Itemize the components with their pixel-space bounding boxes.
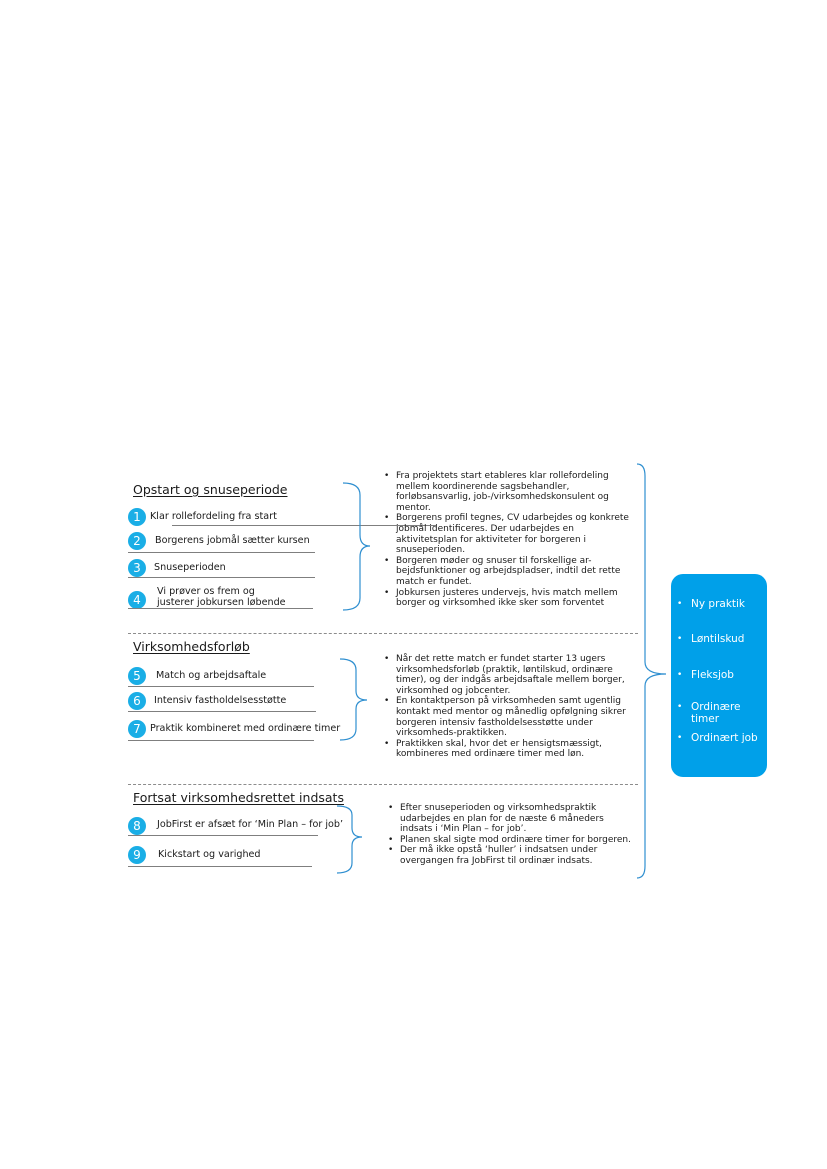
step-number: 2: [128, 532, 146, 550]
step-number: 9: [128, 846, 146, 864]
bullet-item: • Borgeren møder og snuser til forskellige ar-bejdsfunktioner og arbejdspladser, indtil det rette match er fundet.: [381, 556, 637, 588]
bracket-fortsat: [337, 806, 362, 873]
section-title-opstart: Opstart og snuseperiode: [133, 482, 288, 497]
step-number: 6: [128, 692, 146, 710]
bullet-item: • Der må ikke opstå ‘huller’ i indsatsen under overgangen fra JobFirst til ordinær indsats.: [385, 845, 637, 866]
step-number: 5: [128, 667, 146, 685]
step-number: 7: [128, 720, 146, 738]
step-number: 4: [128, 591, 146, 609]
step-number: 3: [128, 559, 146, 577]
bullet-item: • Planen skal sigte mod ordinære timer for borgeren.: [385, 835, 637, 846]
step-label: JobFirst er afsæt for ‘Min Plan – for job’: [157, 819, 343, 830]
bracket-opstart: [343, 483, 370, 610]
step-label: Kickstart og varighed: [158, 849, 261, 860]
bullet-item: • Praktikken skal, hvor det er hensigtsmæssigt, kombineres med ordinære timer med løn.: [381, 739, 637, 760]
step-label: Borgerens jobmål sætter kursen: [155, 535, 310, 546]
step-number: 1: [128, 508, 146, 526]
bullet-item: • En kontaktperson på virksomheden samt ugentlig kontakt med mentor og månedlig opfølgning sikrer borgeren intensiv fastholdelsesstøtte under virksomheds-praktikken.: [381, 696, 637, 738]
bracket-outcomes: [637, 464, 666, 878]
section-title-fortsat: Fortsat virksomhedsrettet indsats: [133, 790, 344, 805]
outcomes-box: • Ny praktik • Løntilskud • Fleksjob • Ordinære timer • Ordinært job: [671, 574, 767, 777]
step-label: Vi prøver os frem og justerer jobkursen løbende: [157, 586, 286, 608]
bullet-item: • Når det rette match er fundet starter 13 ugers virksomhedsforløb (praktik, løntilskud, ordinære timer), og der indgås arbejdsaftale mellem borger, virksomhed og jobcenter.: [381, 654, 637, 696]
bullet-item: • Fra projektets start etableres klar rollefordeling mellem koordinerende sagsbehandler, forløbsansvarlig, job-/virksomhedskonsulent og mentor.: [381, 471, 637, 513]
step-label: Intensiv fastholdelsesstøtte: [154, 695, 287, 706]
bracket-virksomhedsforloeb: [340, 659, 367, 740]
step-number: 8: [128, 817, 146, 835]
step-label: Match og arbejdsaftale: [156, 670, 267, 681]
step-label: Klar rollefordeling fra start: [150, 511, 277, 522]
step-label: Praktik kombineret med ordinære timer: [150, 723, 341, 734]
section-title-virksomhedsforloeb: Virksomhedsforløb: [133, 639, 250, 654]
bullet-item: • Jobkursen justeres undervejs, hvis match mellem borger og virksomhed ikke sker som forventet: [381, 588, 637, 609]
bullet-item: • Efter snuseperioden og virksomhedspraktik udarbejdes en plan for de næste 6 måneders indsats i ‘Min Plan – for job’.: [385, 803, 637, 835]
bullet-item: • Borgerens profil tegnes, CV udarbejdes og konkrete jobmål identificeres. Der udarbejdes en aktivitetsplan for aktiviteter for borgeren i snuseperioden.: [381, 513, 637, 555]
step-label: Snuseperioden: [154, 562, 226, 573]
